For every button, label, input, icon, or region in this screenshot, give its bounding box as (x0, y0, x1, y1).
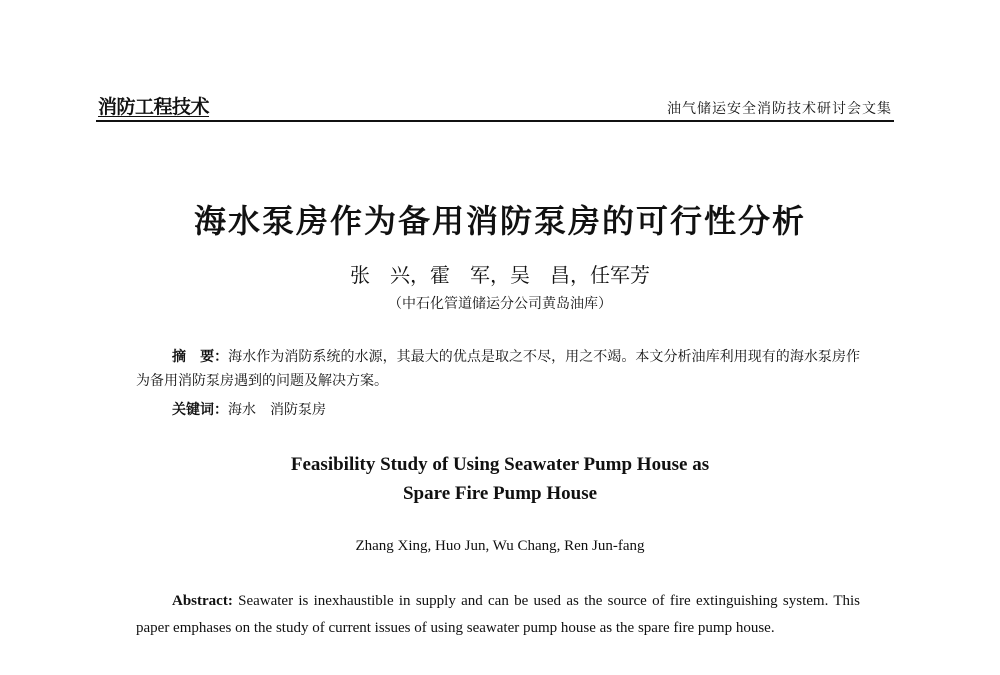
abstract-english (136, 588, 860, 642)
keywords-chinese-text: 海水 消防泵房 (228, 402, 326, 418)
paper-title-english-line2: Spare Fire Pump House (402, 483, 598, 504)
paper-title-chinese: 海水泵房作为备用消防泵房的可行性分析 (193, 202, 806, 240)
affiliation-chinese: （中石化管道储运分公司黄岛油库） (388, 296, 612, 312)
header-divider (96, 120, 894, 122)
paper-title-english-line1: Feasibility Study of Using Seawater Pump House as (290, 454, 710, 475)
keywords-chinese (172, 399, 326, 419)
authors-english: Zhang Xing, Huo Jun, Wu Chang, Ren Jun-fang (355, 538, 645, 554)
proceedings-header: 油气储运安全消防技术研讨会文集 (667, 101, 892, 117)
abstract-chinese-text: 海水作为消防系统的水源，其最大的优点是取之不尽，用之不竭。本文分析油库利用现有的海水泵房作为备用消防泵房遇到的问题及解决方案。 (136, 349, 861, 389)
abstract-english-text: Seawater is inexhaustible in supply and can be used as the source of fire extinguishing system. This paper emphases on the study of current issues of using seawater pump house as the spare fire pump house. (136, 593, 860, 636)
authors-chinese: 张 兴，霍 军，吴 昌，任军芳 (350, 263, 650, 287)
section-header: 消防工程技术 (98, 96, 210, 118)
abstract-chinese-label: 摘 要： (172, 349, 229, 365)
paper-title-english (0, 450, 1000, 508)
abstract-chinese (136, 345, 860, 393)
abstract-english-label: Abstract: (172, 593, 233, 609)
keywords-chinese-label: 关键词： (172, 402, 228, 418)
